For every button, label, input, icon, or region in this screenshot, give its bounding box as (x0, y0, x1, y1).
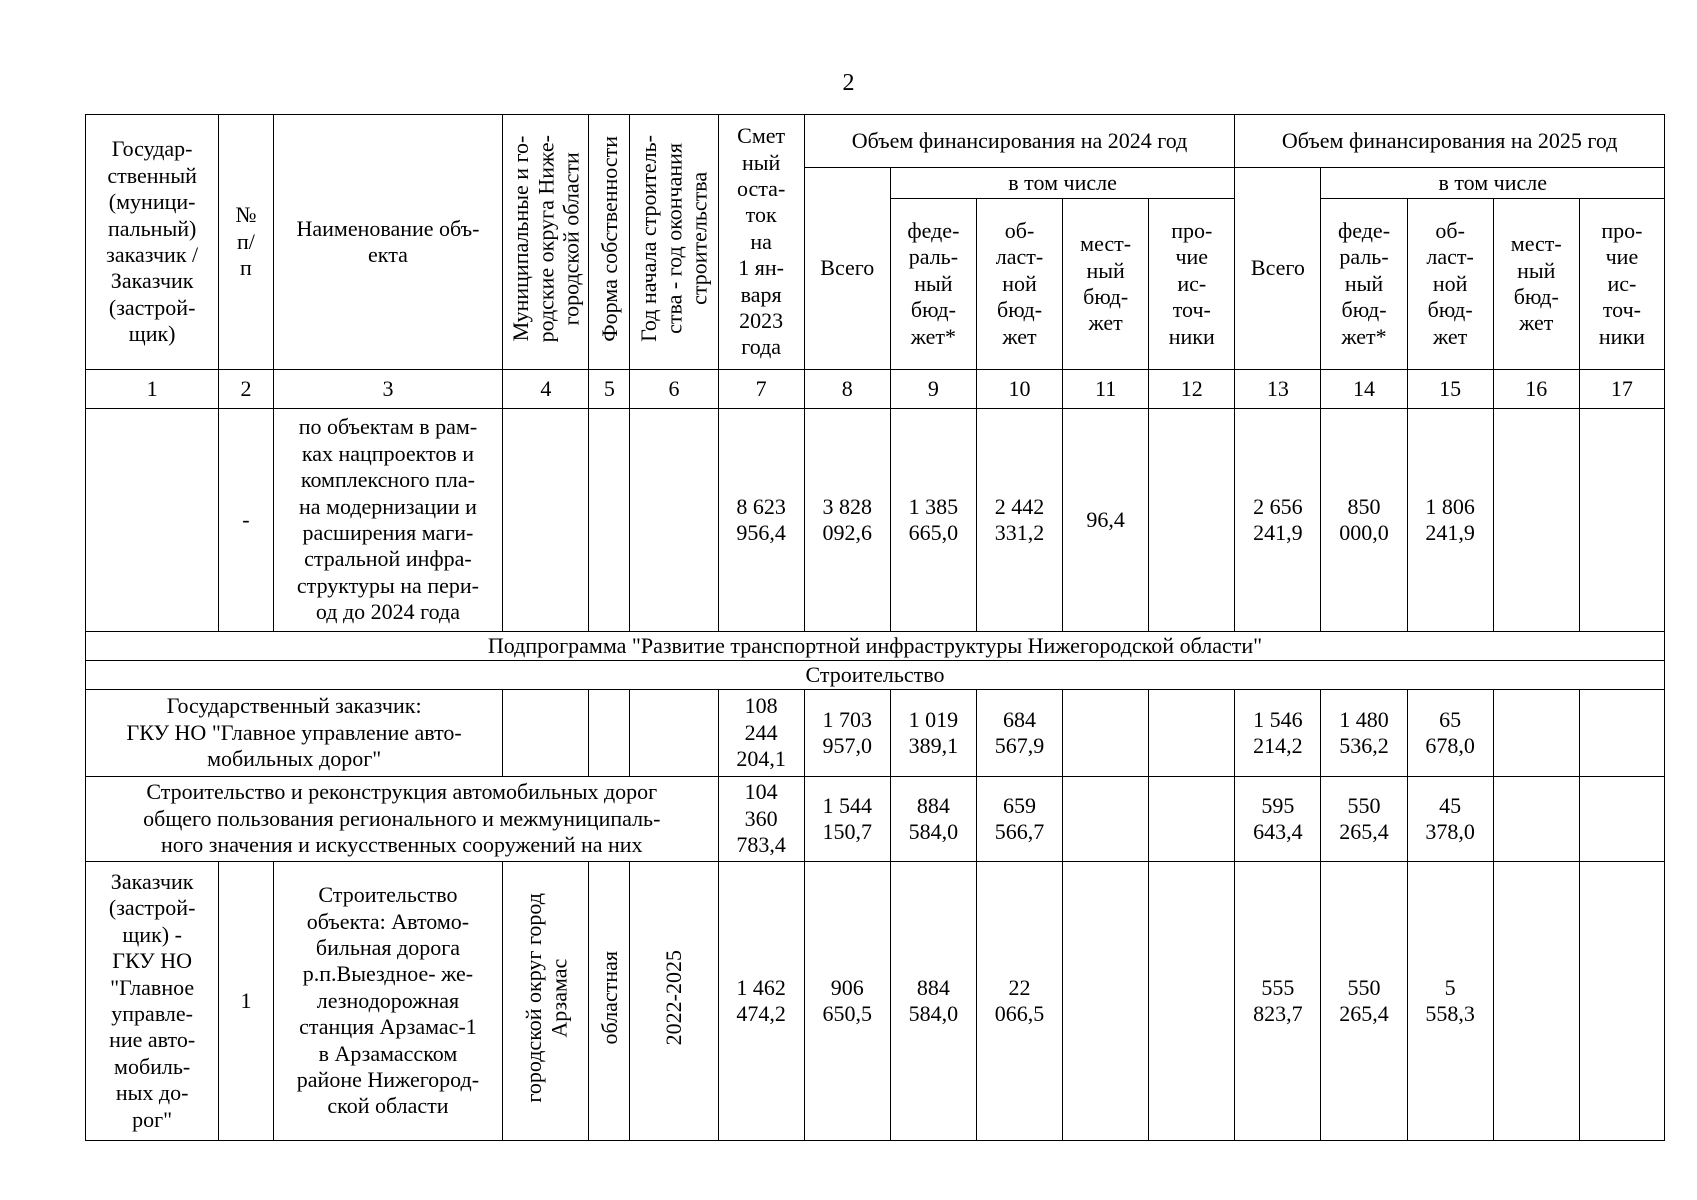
cell-2024-regional: 2 442 331,2 (976, 409, 1062, 632)
cell-2024-local (1063, 690, 1149, 777)
cell-estimated-balance: 108 244 204,1 (718, 690, 804, 777)
header-2025-local: мест- ный бюд- жет (1493, 199, 1579, 370)
header-object-name: Наименование объ- екта (273, 115, 503, 370)
cell-2024-total: 1 544 150,7 (804, 777, 890, 862)
cell-2024-total: 3 828 092,6 (804, 409, 890, 632)
cell-2024-other (1149, 409, 1235, 632)
header-2025-including: в том числе (1321, 168, 1665, 199)
column-number: 16 (1493, 370, 1579, 409)
cell-municipality-text: городской округ город Арзамас (520, 893, 571, 1103)
cell-2024-total: 906 650,5 (804, 862, 890, 1141)
cell-ownership (589, 862, 630, 1141)
header-municipality-text: Муниципальные и го- родские округа Ниже- городской области (507, 135, 584, 343)
cell-2024-other (1149, 777, 1235, 862)
cell-2024-federal: 884 584,0 (890, 777, 976, 862)
cell-2025-regional: 5 558,3 (1407, 862, 1493, 1141)
cell-object-name: Строительство объекта: Автомо- бильная дорога р.п.Выездное- же- лезнодорожная станция Арзамас-1 в Арзамасском районе Нижегород- ской области (273, 862, 503, 1141)
column-number: 5 (589, 370, 630, 409)
financing-table (85, 114, 1665, 1141)
section-title: Строительство (86, 661, 1665, 690)
column-number: 1 (86, 370, 219, 409)
header-row-1 (86, 115, 1665, 168)
column-number: 3 (273, 370, 503, 409)
cell-customer (86, 409, 219, 632)
column-number: 4 (503, 370, 589, 409)
cell-years (630, 862, 718, 1141)
header-row-number: № п/ п (219, 115, 273, 370)
header-financing-2025: Объем финансирования на 2025 год (1235, 115, 1665, 168)
cell-2024-federal: 1 385 665,0 (890, 409, 976, 632)
header-2024-including: в том числе (890, 168, 1235, 199)
cell-object-name: по объектам в рам- ках нацпроектов и комплексного пла- на модернизации и расширения маги- стральной инфра- структуры на пери- од до 2024 года (273, 409, 503, 632)
page-number: 2 (842, 70, 855, 96)
cell-ownership (589, 690, 630, 777)
cell-2025-local (1493, 690, 1579, 777)
cell-estimated-balance: 8 623 956,4 (718, 409, 804, 632)
header-ownership (589, 115, 630, 370)
cell-2025-federal: 850 000,0 (1321, 409, 1407, 632)
cell-estimated-balance: 104 360 783,4 (718, 777, 804, 862)
cell-2024-federal: 1 019 389,1 (890, 690, 976, 777)
column-number: 13 (1235, 370, 1321, 409)
cell-municipality (503, 862, 589, 1141)
column-number: 14 (1321, 370, 1407, 409)
cell-2025-federal: 1 480 536,2 (1321, 690, 1407, 777)
cell-2025-local (1493, 862, 1579, 1141)
cell-2025-total: 595 643,4 (1235, 777, 1321, 862)
cell-2025-regional: 1 806 241,9 (1407, 409, 1493, 632)
cell-2025-local (1493, 409, 1579, 632)
cell-ownership-text: областная (596, 951, 622, 1045)
header-years-text: Год начала строитель- ства - год окончания строительства (636, 135, 712, 343)
cell-2024-regional: 684 567,9 (976, 690, 1062, 777)
row-state-customer (86, 690, 1665, 777)
cell-2024-local: 96,4 (1063, 409, 1149, 632)
cell-years-text: 2022-2025 (661, 950, 687, 1046)
row-construction-reconstruction (86, 777, 1665, 862)
cell-2025-total: 1 546 214,2 (1235, 690, 1321, 777)
column-number: 8 (804, 370, 890, 409)
cell-municipality (503, 690, 589, 777)
subprogram-title: Подпрограмма "Развитие транспортной инфраструктуры Нижегородской области" (86, 632, 1665, 661)
header-2024-federal: феде- раль- ный бюд- жет* (890, 199, 976, 370)
cell-2024-regional: 22 066,5 (976, 862, 1062, 1141)
column-number: 9 (890, 370, 976, 409)
header-2025-total: Всего (1235, 168, 1321, 370)
column-number: 12 (1149, 370, 1235, 409)
cell-2025-total: 555 823,7 (1235, 862, 1321, 1141)
header-2025-other: про- чие ис- точ- ники (1579, 199, 1664, 370)
cell-estimated-balance: 1 462 474,2 (718, 862, 804, 1141)
row-subprogram (86, 632, 1665, 661)
header-ownership-text: Форма собственности (596, 135, 622, 342)
cell-2025-other (1579, 690, 1664, 777)
column-number: 7 (718, 370, 804, 409)
header-2024-local: мест- ный бюд- жет (1063, 199, 1149, 370)
cell-2024-local (1063, 862, 1149, 1141)
row-national-projects (86, 409, 1665, 632)
cell-municipality (503, 409, 589, 632)
header-years (630, 115, 718, 370)
header-2025-regional: об- ласт- ной бюд- жет (1407, 199, 1493, 370)
header-financing-2024: Объем финансирования на 2024 год (804, 115, 1235, 168)
header-2024-regional: об- ласт- ной бюд- жет (976, 199, 1062, 370)
cell-2024-regional: 659 566,7 (976, 777, 1062, 862)
cell-2025-federal: 550 265,4 (1321, 862, 1407, 1141)
cell-2024-local (1063, 777, 1149, 862)
cell-years (630, 690, 718, 777)
cell-2025-federal: 550 265,4 (1321, 777, 1407, 862)
cell-2025-other (1579, 862, 1664, 1141)
row-object-1 (86, 862, 1665, 1141)
column-number: 2 (219, 370, 273, 409)
column-number: 11 (1063, 370, 1149, 409)
row-section (86, 661, 1665, 690)
header-municipality (503, 115, 589, 370)
cell-2024-other (1149, 862, 1235, 1141)
cell-state-customer-name: Государственный заказчик: ГКУ НО "Главное управление авто- мобильных дорог" (86, 690, 503, 777)
header-2024-other: про- чие ис- точ- ники (1149, 199, 1235, 370)
header-2025-federal: феде- раль- ный бюд- жет* (1321, 199, 1407, 370)
cell-ownership (589, 409, 630, 632)
header-estimated-balance: Смет ный оста- ток на 1 ян- варя 2023 года (718, 115, 804, 370)
cell-customer: Заказчик (застрой- щик) - ГКУ НО "Главное управле- ние авто- мобиль- ных до- рог" (86, 862, 219, 1141)
cell-2025-regional: 65 678,0 (1407, 690, 1493, 777)
cell-2025-local (1493, 777, 1579, 862)
cell-2025-regional: 45 378,0 (1407, 777, 1493, 862)
column-number: 6 (630, 370, 718, 409)
cell-number: - (219, 409, 273, 632)
column-number: 10 (976, 370, 1062, 409)
column-numbers-row (86, 370, 1665, 409)
cell-2025-other (1579, 777, 1664, 862)
header-2024-total: Всего (804, 168, 890, 370)
cell-years (630, 409, 718, 632)
cell-number: 1 (219, 862, 273, 1141)
cell-2025-other (1579, 409, 1664, 632)
cell-2025-total: 2 656 241,9 (1235, 409, 1321, 632)
column-number: 17 (1579, 370, 1664, 409)
cell-2024-federal: 884 584,0 (890, 862, 976, 1141)
cell-construction-name: Строительство и реконструкция автомобильных дорог общего пользования регионального и межмуниципаль- ного значения и искусственных сооружений на них (86, 777, 719, 862)
cell-2024-total: 1 703 957,0 (804, 690, 890, 777)
column-number: 15 (1407, 370, 1493, 409)
cell-2024-other (1149, 690, 1235, 777)
header-customer: Государ- ственный (муници- пальный) заказчик / Заказчик (застрой- щик) (86, 115, 219, 370)
